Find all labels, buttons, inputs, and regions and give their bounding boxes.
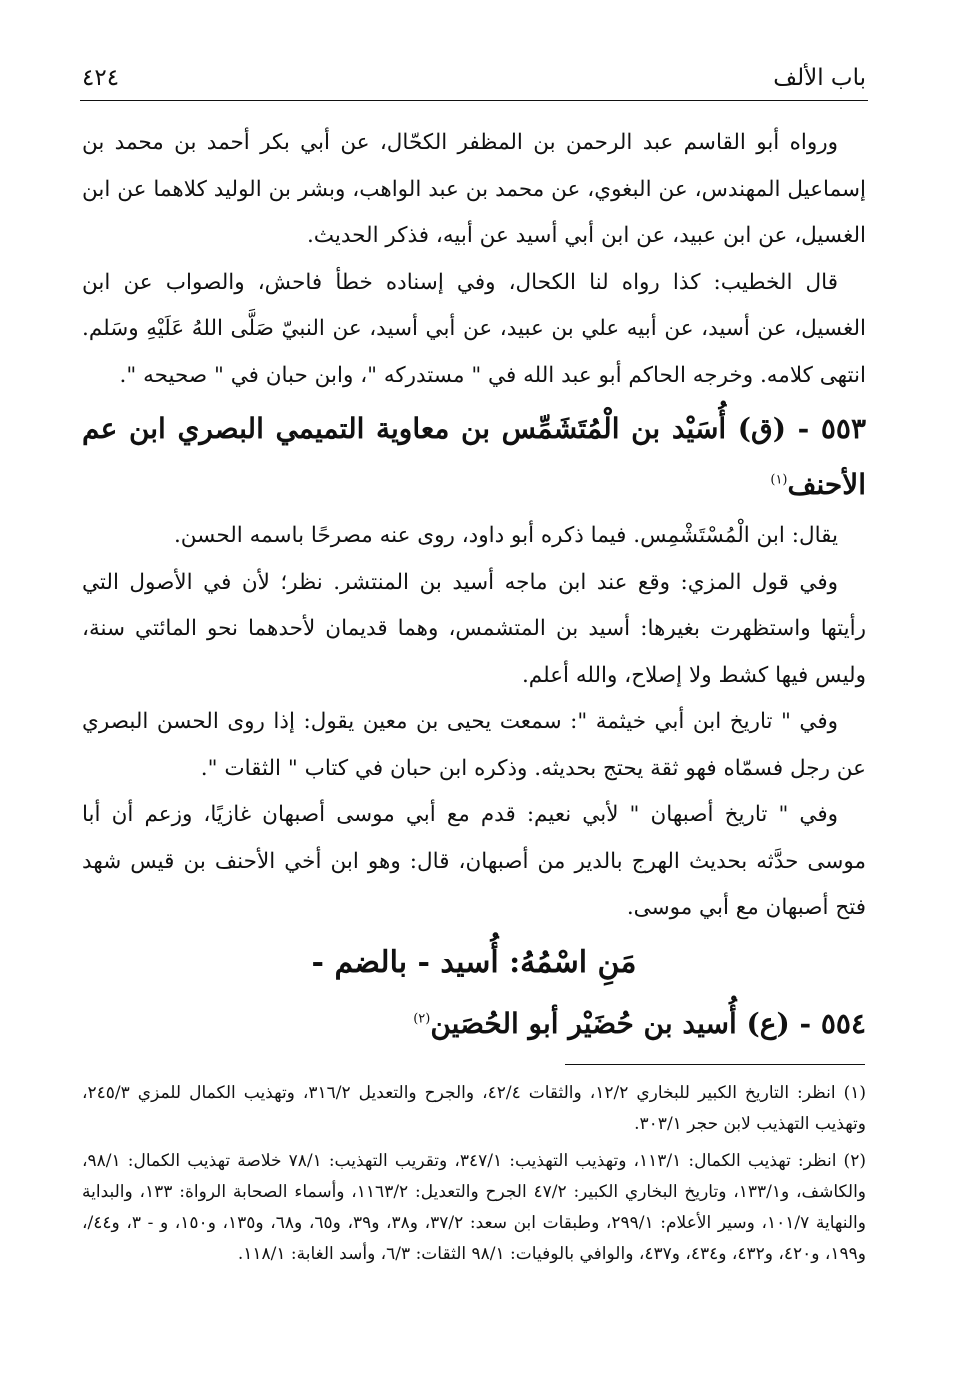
footnotes <box>82 1078 866 1276</box>
entry-heading-553 <box>82 401 866 513</box>
paragraph: قال الخطيب: كذا رواه لنا الكحال، وفي إسناده خطأ فاحش، والصواب عن ابن الغسيل، عن أسيد، عن أبيه علي بن عبيد، عن أبي أسيد، عن النبيّ صَلَّى اللهُ عَلَيْهِ وسَلم. انتهى كلامه. وخرجه الحاكم أبو عبد الله في " مستدركه "، وابن حبان في " صحيحه ". <box>82 269 866 388</box>
entry-title-text: ٥٥٣ - (ق) أُسَيْد بن الْمُتَشَمِّس بن معاوية التميمي البصري ابن عم الأحنف <box>82 412 866 501</box>
main-text <box>82 120 866 1052</box>
paragraph: وفي " تاريخ أصبهان " لأبي نعيم: قدم مع أبي موسى أصبهان غازيًا، وزعم أن أبا موسى حدَّثه بحديث الهرج بالدير من أصبهان، قال: وهو ابن أخي الأحنف بن قيس شهد فتح أصبهان مع أبي موسى. <box>82 802 866 920</box>
paragraph: وفي قول المزي: وقع عند ابن ماجه أسيد بن المنتشر. نظر؛ لأن في الأصول التي رأيتها واستظهرت بغيرها: أسيد بن المتشمس، وهما قديمان لأحدهما نحو المائتي سنة، وليس فيها كشط ولا إصلاح، والله أعلم. <box>82 569 866 688</box>
running-head <box>82 62 866 94</box>
header-rule <box>80 100 868 101</box>
footnote-1: (١) انظر: التاريخ الكبير للبخاري ١٢/٢، والثقات ٤٢/٤، والجرح والتعديل ٣١٦/٢، وتهذيب الكمال للمزي ٢٤٥/٣، وتهذيب التهذيب لابن حجر ٣٠٣/١. <box>82 1083 866 1134</box>
footnote-ref: (١) <box>770 472 788 488</box>
page-number: ٤٢٤ <box>82 65 120 91</box>
paragraph: ورواه أبو القاسم عبد الرحمن بن المظفر الكحّال، عن أبي بكر أحمد بن محمد بن إسماعيل المهندس، عن البغوي، عن محمد بن عبد الواهب، وبشر بن الوليد كلاهما عن ابن الغسيل، عن ابن عبيد، عن ابن أبي أسيد عن أبيه، فذكر الحديث. <box>82 130 866 248</box>
entry-heading-554 <box>82 996 866 1052</box>
paragraph: يقال: ابن الْمُسْتَشْمِس. فيما ذكره أبو داود، روى عنه مصرحًا باسمه الحسن. <box>173 523 838 548</box>
section-heading: مَنِ اسْمُهُ: أُسيد - بالضم - <box>311 944 637 980</box>
entry-title-text: ٥٥٤ - (ع) أُسيد بن حُضَيْر أبو الحُصَين <box>430 1006 866 1040</box>
paragraph: وفي " تاريخ ابن أبي خيثمة ": سمعت يحيى بن معين يقول: إذا روى الحسن البصري عن رجل فسمّاه فهو ثقة يحتج بحديثه. وذكره ابن حبان في كتاب " الثقات ". <box>82 709 866 781</box>
footnote-2: (٢) انظر: تهذيب الكمال: ١١٣/١، وتهذيب التهذيب: ٣٤٧/١، وتقريب التهذيب: ٧٨/١ خلاصة تهذيب الكمال: ٩٨/١، والكاشف، و١٣٣/١، وتاريخ البخاري الكبير: ٤٧/٢ الجرح والتعديل: ١١٦٣/٢، وأسماء الصحابة الرواة: ١٣٣، والبداية والنهاية ١٠١/٧، وسير الأعلام: ٢٩٩/١، وطبقات ابن سعد: ٣٧/٢، و٣٨، و٣٩، و٦٥، و٦٨، و١٣٥، و١٥٠، و - ٣، و٤٤/، و١٩٩، و٤٢٠، و٤٣٢، و٤٣٤، و٤٣٧، والوافي بالوفيات: ٩٨/١ الثقات: ٦/٣، وأسد الغابة: ١١٨/١. <box>82 1151 867 1264</box>
section-title: باب الألف <box>773 65 866 91</box>
footnote-ref: (٢) <box>413 1011 431 1027</box>
footnote-rule <box>565 1064 865 1065</box>
